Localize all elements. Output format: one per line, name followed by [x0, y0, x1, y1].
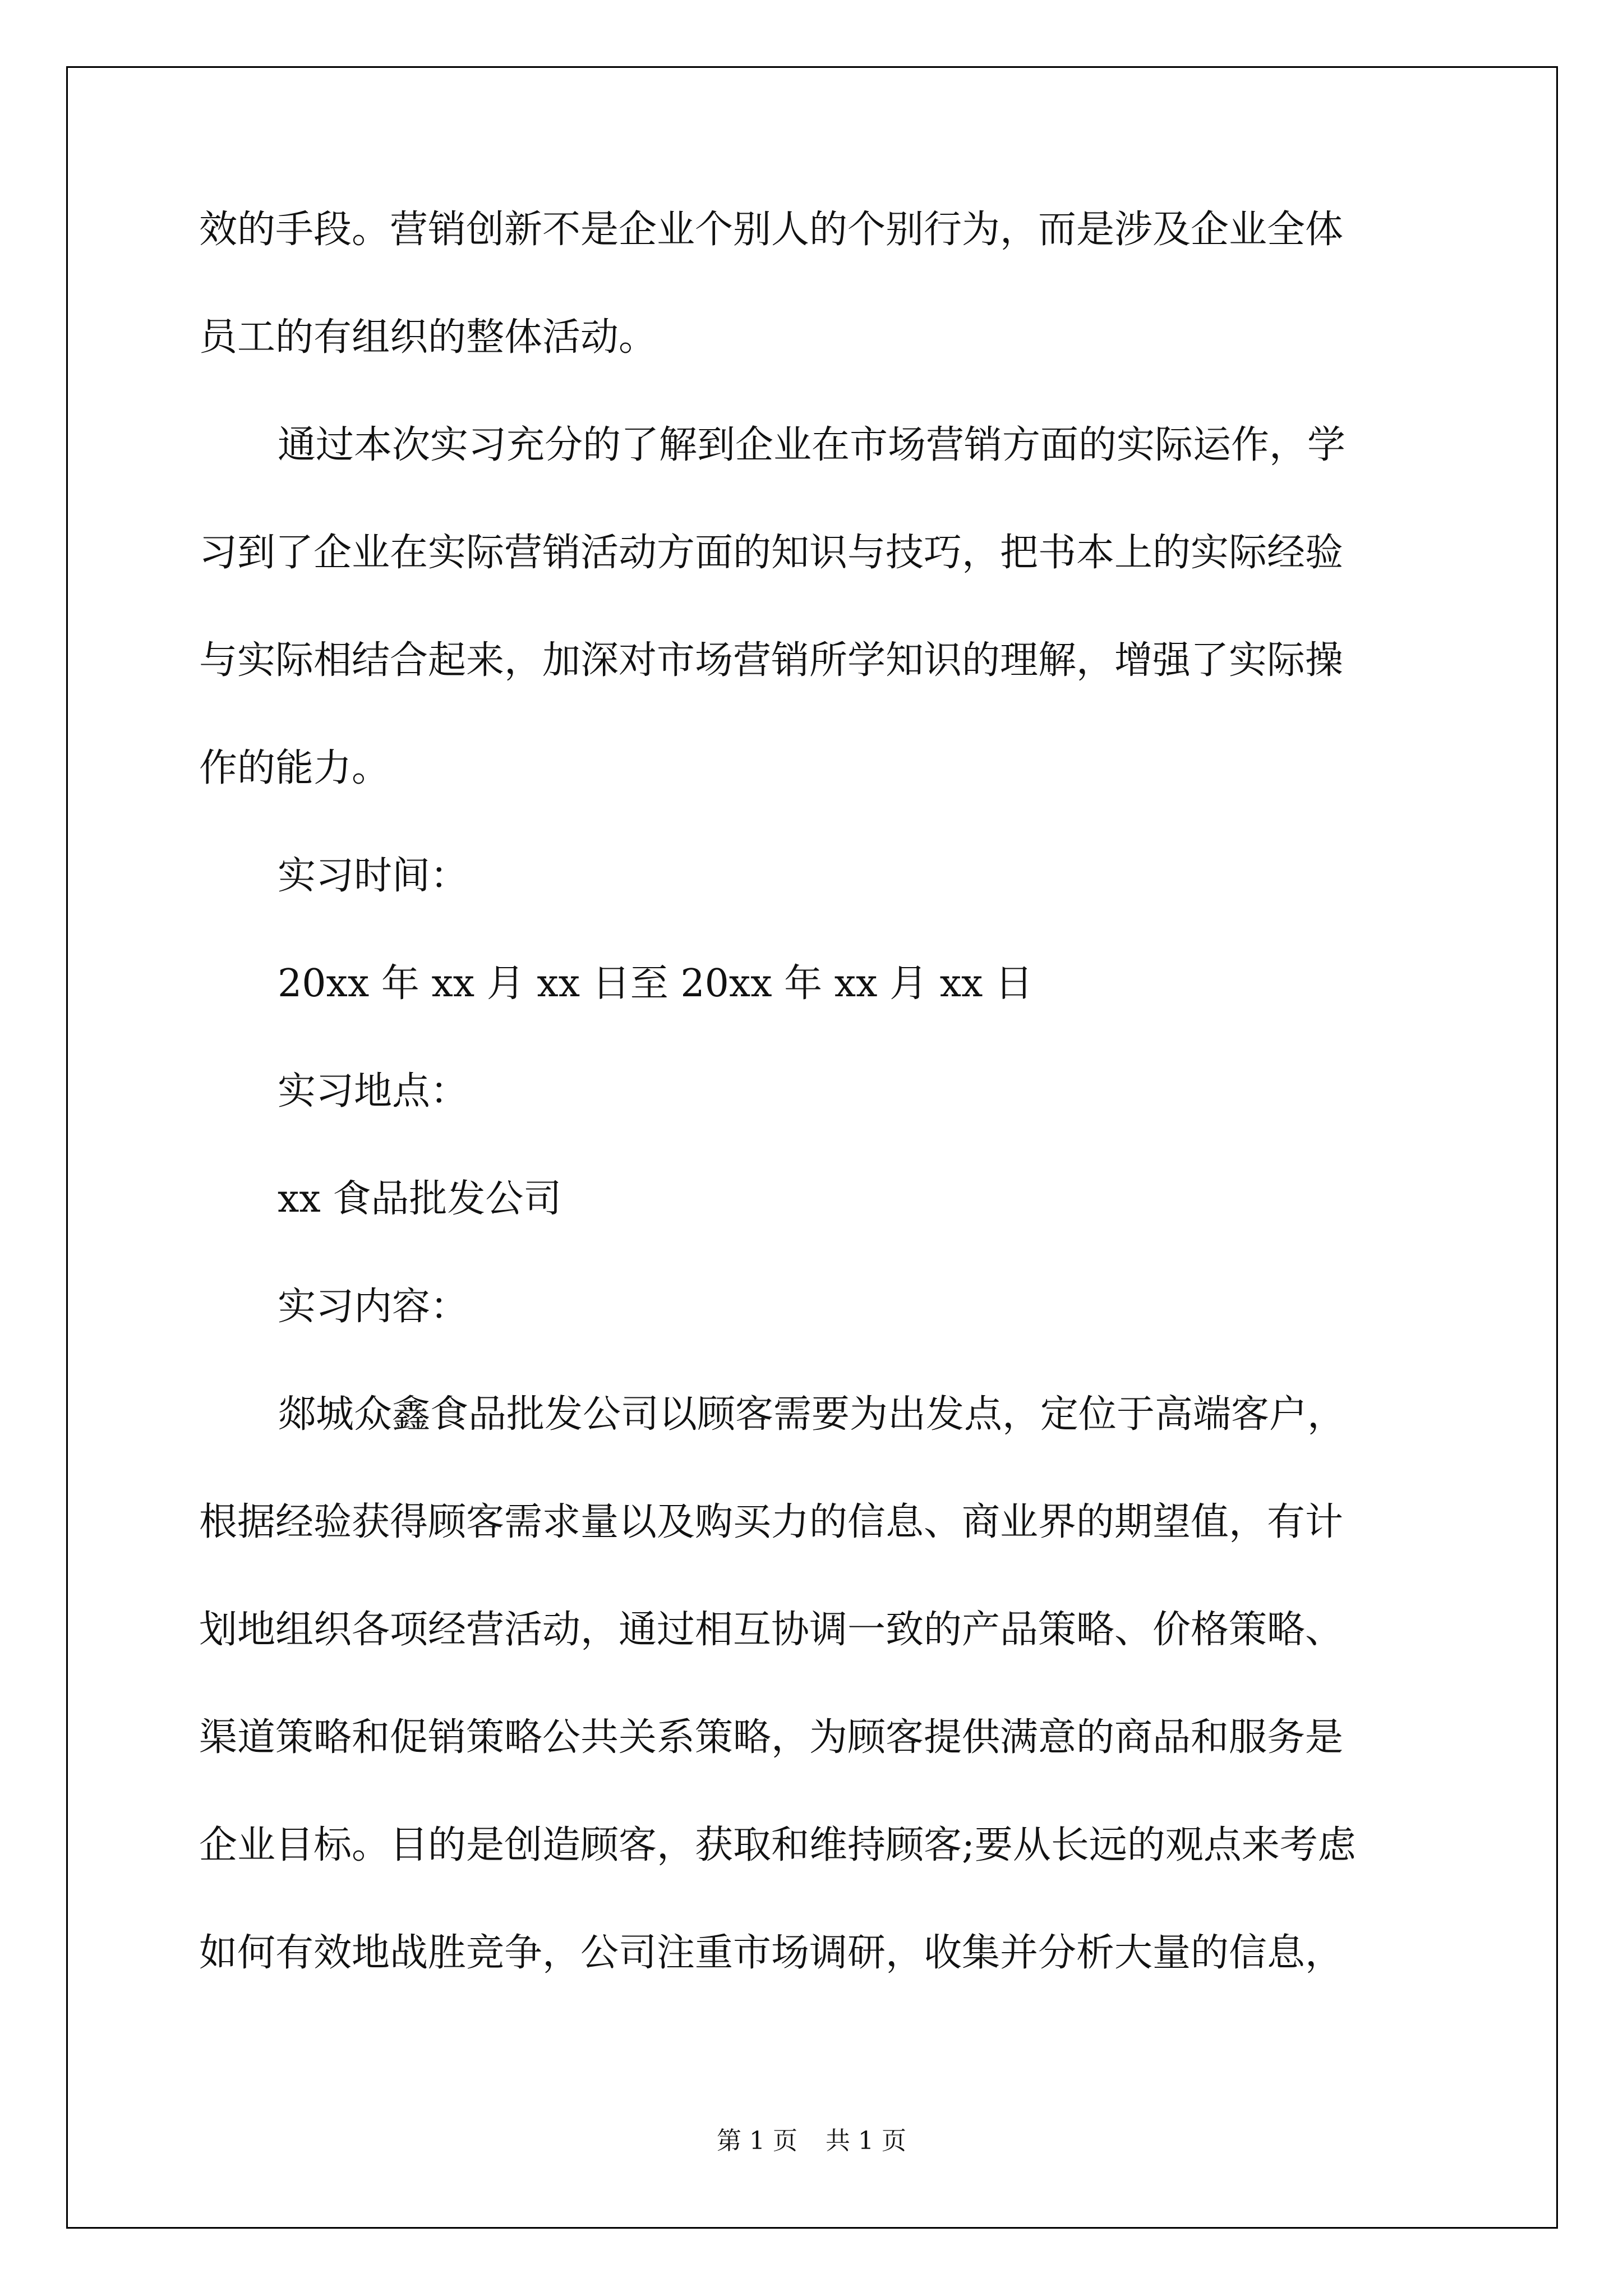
page-total: 共 1 页 [826, 2127, 906, 2155]
paragraph-line: 与实际相结合起来，加深对市场营销所学知识的理解，增强了实际操 [199, 638, 1344, 683]
section-heading: 实习内容： [278, 1285, 469, 1329]
paragraph-line: 如何有效地战胜竞争，公司注重市场调研，收集并分析大量的信息， [199, 1931, 1344, 1975]
paragraph-line: 员工的有组织的整体活动。 [199, 315, 657, 360]
paragraph-line: 习到了企业在实际营销活动方面的知识与技巧，把书本上的实际经验 [199, 531, 1344, 575]
paragraph-line: 渠道策略和促销策略公共关系策略，为顾客提供满意的商品和服务是 [199, 1715, 1344, 1760]
page-footer [0, 2120, 1623, 2156]
page-number: 第 1 页 [717, 2127, 797, 2155]
paragraph-line: 企业目标。目的是创造顾客，获取和维持顾客;要从长远的观点来考虑 [199, 1823, 1356, 1867]
paragraph-line: 郯城众鑫食品批发公司以顾客需要为出发点，定位于高端客户， [278, 1392, 1346, 1437]
section-heading: 实习时间： [278, 854, 469, 898]
paragraph-line: 通过本次实习充分的了解到企业在市场营销方面的实际运作，学 [278, 423, 1346, 467]
paragraph-line: 效的手段。营销创新不是企业个别人的个别行为，而是涉及企业全体 [199, 208, 1344, 252]
page-border [66, 66, 1558, 2229]
section-heading: 实习地点： [278, 1069, 469, 1114]
paragraph-line: xx 食品批发公司 [278, 1177, 562, 1221]
paragraph-line: 根据经验获得顾客需求量以及购买力的信息、商业界的期望值，有计 [199, 1500, 1344, 1544]
paragraph-line: 作的能力。 [199, 746, 390, 790]
paragraph-line: 20xx 年 xx 月 xx 日至 20xx 年 xx 月 xx 日 [278, 961, 1034, 1006]
paragraph-line: 划地组织各项经营活动，通过相互协调一致的产品策略、价格策略、 [199, 1608, 1344, 1652]
